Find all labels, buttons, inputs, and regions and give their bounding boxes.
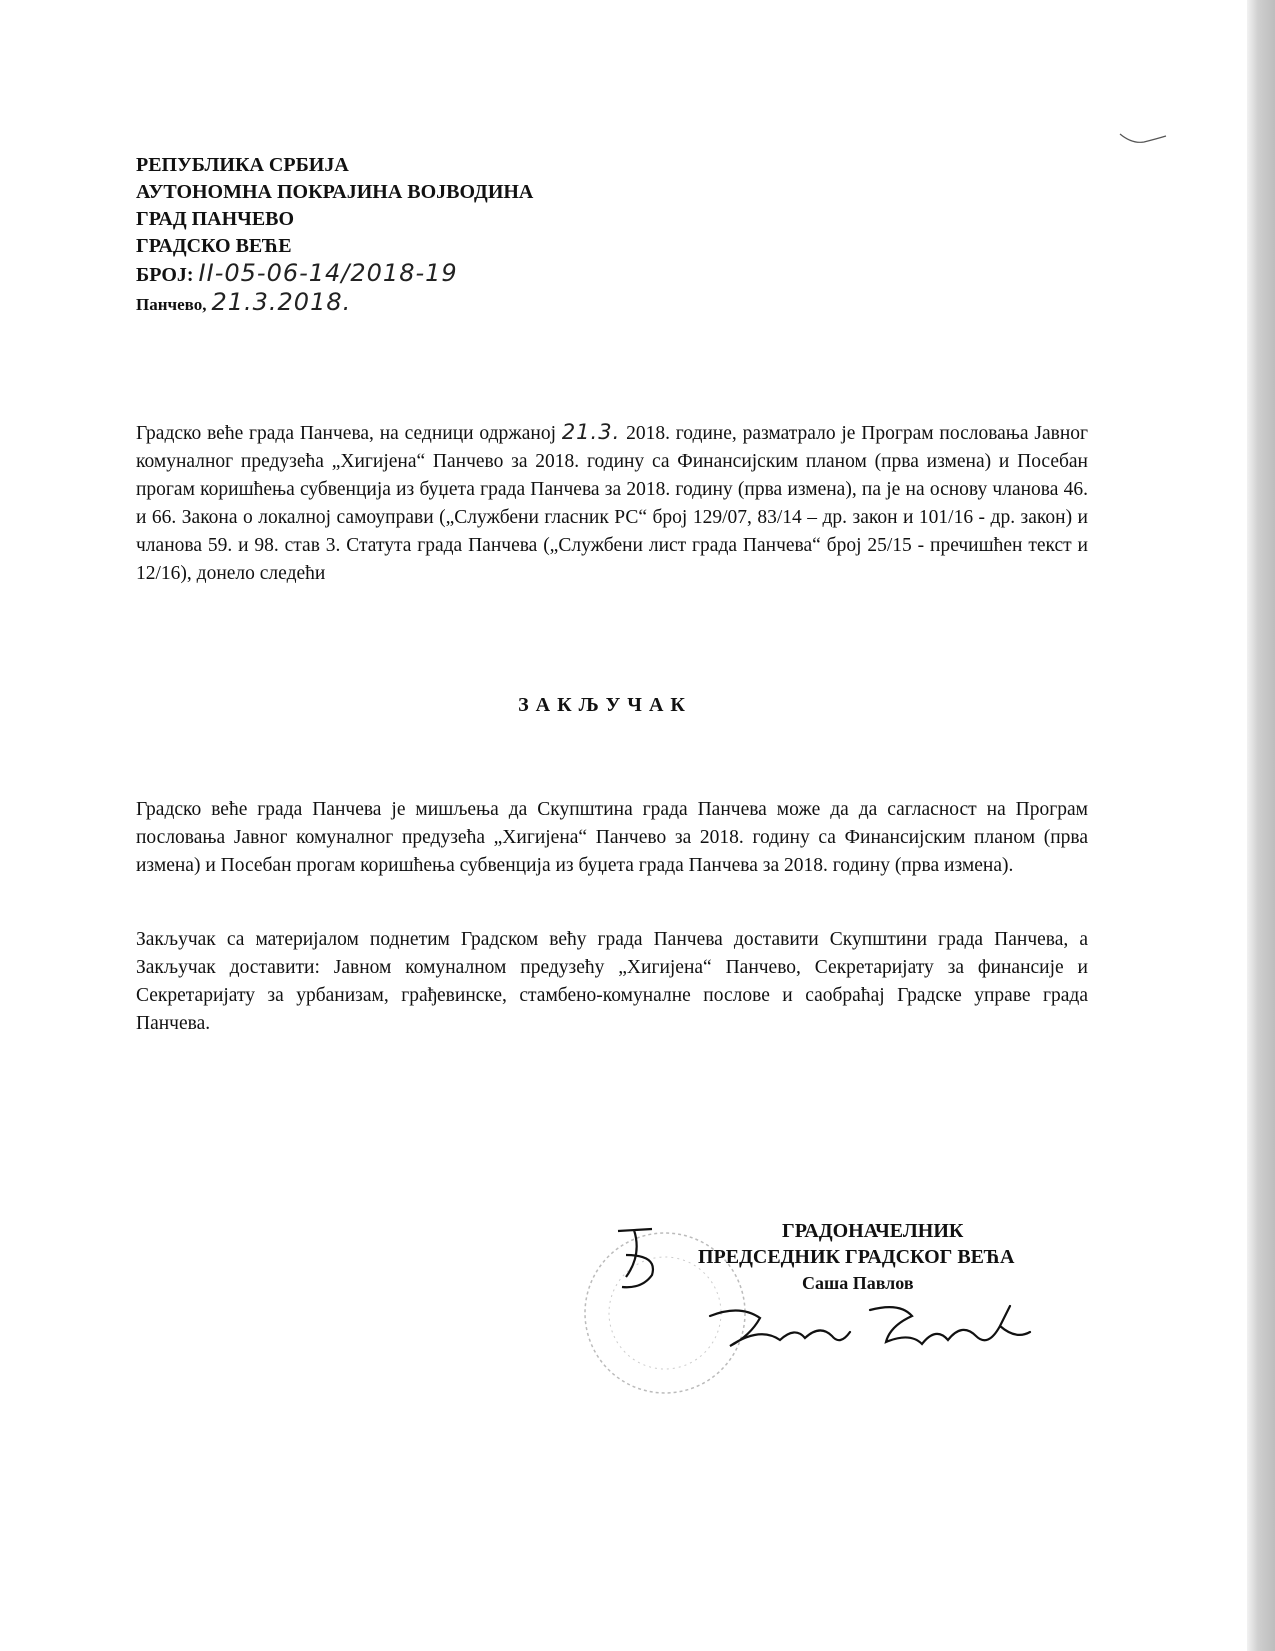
document-header	[136, 152, 533, 318]
document-place-date	[136, 289, 533, 318]
header-city: ГРАД ПАНЧЕВО	[136, 208, 295, 230]
scan-edge-shadow	[1247, 0, 1275, 1651]
corner-pen-mark	[1118, 130, 1168, 150]
session-date-handwritten: 21.3.	[561, 420, 621, 444]
intro-paragraph-start: Градско веће града Панчева, на седници одржаној	[136, 423, 556, 444]
signature-name: Саша Павлов	[802, 1273, 914, 1293]
conclusion-paragraph: Градско веће града Панчева је мишљења да Скупштина града Панчева може да да сагласност на Програм пословања Јавног комуналног предузећа „Хигијена“ Панчево за 2018. годину са Финансијским планом (прва измена) и Посебан прогам коришћења субвенција из буџета града Панчева за 2018. годину (прва измена).	[136, 799, 1088, 876]
date-value-handwritten: 21.3.2018.	[211, 288, 352, 316]
number-value-handwritten: II-05-06-14/2018-19	[198, 259, 458, 287]
signature-title-president: ПРЕДСЕДНИК ГРАДСКОГ ВЕЋА	[698, 1246, 1015, 1268]
number-label: БРОЈ:	[136, 264, 194, 286]
delivery-paragraph: Закључак са материјалом поднетим Градском већу града Панчева доставити Скупштини града Панчева, а Закључак доставити: Јавном комуналном предузећу „Хигијена“ Панчево, Секретаријату за финансије и Секретаријату за урбанизам, грађевинске, стамбено-комуналне послове и саобраћај Градске управе града Панчева.	[136, 929, 1088, 1034]
signature-block	[690, 1218, 1090, 1296]
header-council: ГРАДСКО ВЕЋЕ	[136, 235, 292, 257]
place-label: Панчево,	[136, 295, 207, 314]
conclusion-title: ЗАКЉУЧАК	[518, 694, 692, 716]
intro-paragraph	[136, 418, 1088, 588]
header-province: АУТОНОМНА ПОКРАЈИНА ВОЈВОДИНА	[136, 181, 534, 203]
signature-title-mayor: ГРАДОНАЧЕЛНИК	[782, 1220, 964, 1242]
intro-paragraph-rest: 2018. године, разматрало је Програм пословања Јавног комуналног предузећа „Хигијена“ Панчево за 2018. годину са Финансијским планом (прва измена) и Посебан прогам коришћења субвенција из буџета града Панчева за 2018. годину (прва измена), па је на основу чланова 46. и 66. Закона о локалној самоуправи („Службени гласник РС“ број 129/07, 83/14 – др. закон и 101/16 - др. закон) и чланова 59. и 98. став 3. Статута града Панчева („Службени лист града Панчева“ број 25/15 - пречишћен текст и 12/16), донело следећи	[136, 423, 1089, 584]
header-republic: РЕПУБЛИКА СРБИЈА	[136, 154, 349, 176]
document-number	[136, 260, 533, 289]
initial-mark	[612, 1225, 672, 1295]
handwritten-signature	[700, 1296, 1040, 1366]
